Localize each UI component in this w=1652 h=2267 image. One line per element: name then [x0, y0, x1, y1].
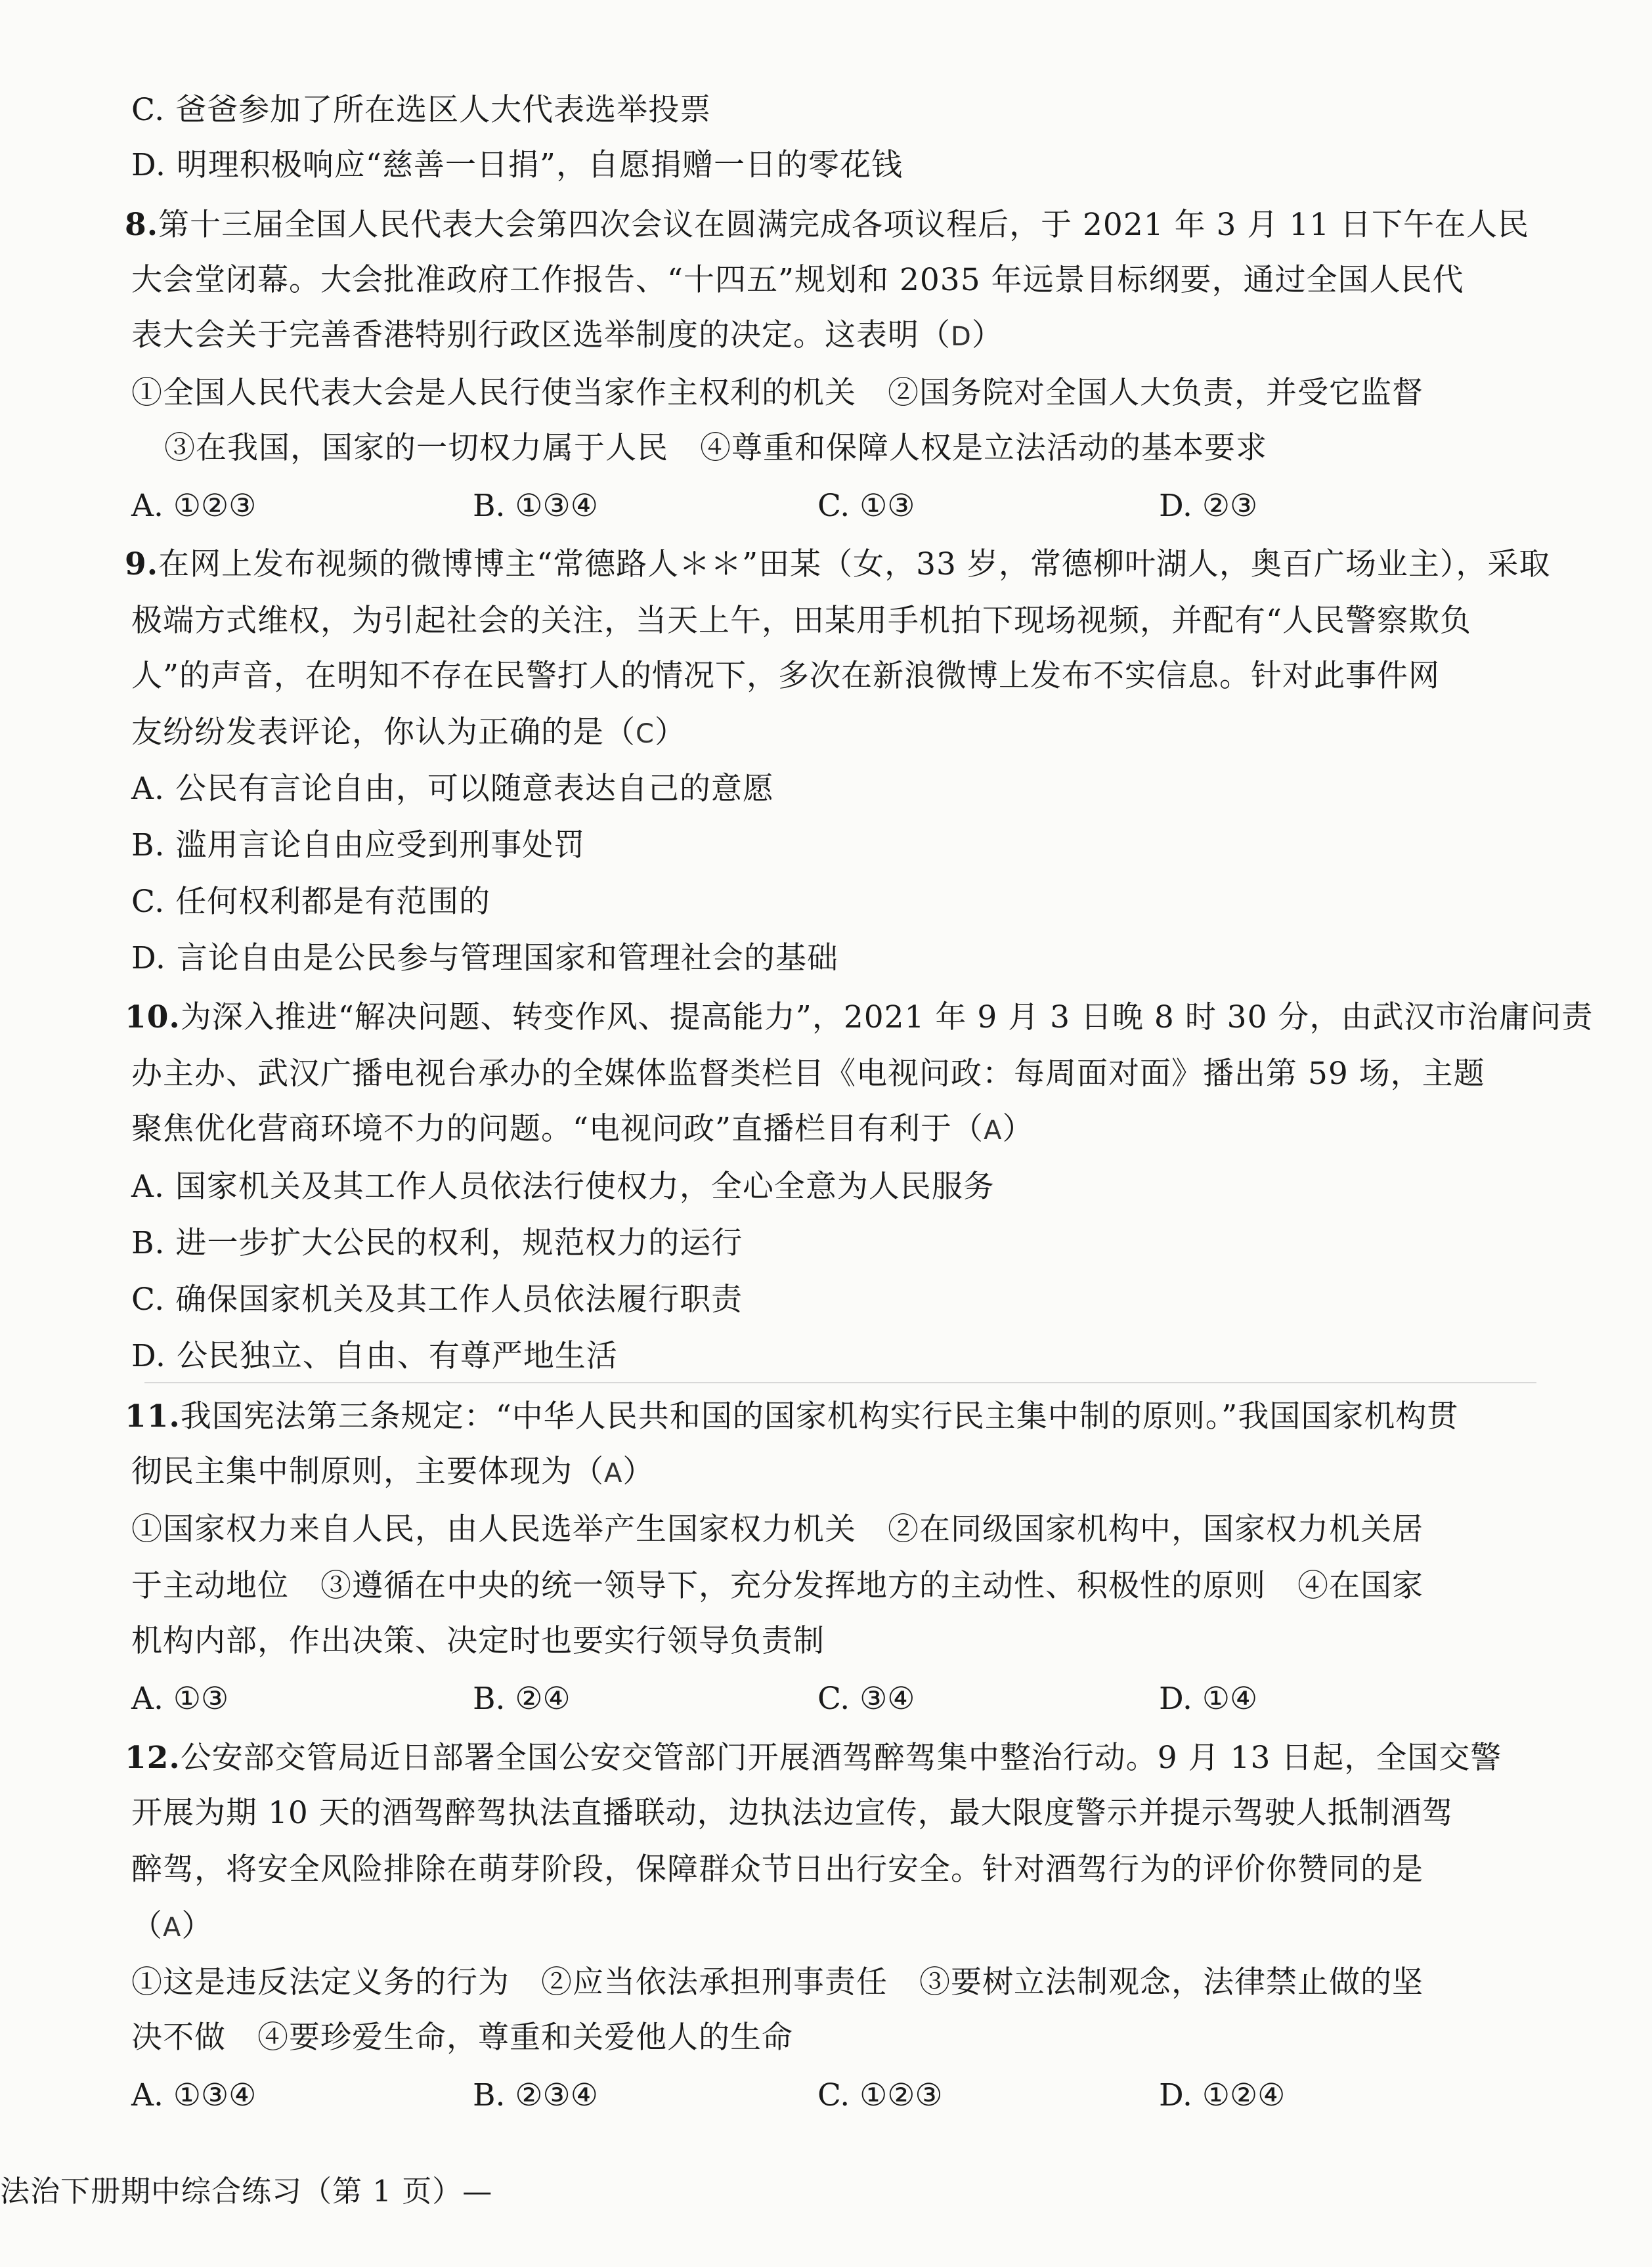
question-number: 12. — [125, 1740, 181, 1776]
q11-stem-line-1 — [125, 1397, 1458, 1436]
q8-option-d: D. ②③ — [1159, 488, 1258, 524]
question-number: 11. — [125, 1398, 181, 1435]
bracket-close: ） — [622, 1454, 655, 1490]
q11-statement-line-2: 于主动地位 ③遵循在中央的统一领导下，充分发挥地方的主动性、积极性的原则 ④在国家 — [131, 1568, 1424, 1604]
answer-mark: A — [163, 1912, 182, 1943]
bracket-open: （ — [131, 1908, 163, 1944]
q7-option-c: C. 爸爸参加了所在选区人大代表选举投票 — [131, 92, 712, 128]
q8-stem-line-2: 大会堂闭幕。大会批准政府工作报告、“十四五”规划和 2035 年远景目标纲要，通过全国人民代 — [131, 262, 1464, 298]
q11-option-c: C. ③④ — [817, 1681, 915, 1717]
q11-stem-line-2 — [131, 1452, 654, 1493]
answer-mark: A — [984, 1115, 1003, 1146]
q8-text: 第十三届全国人民代表大会第四次会议在圆满完成各项议程后，于 2021 年 3 月 11 日下午在人民 — [158, 207, 1530, 243]
q12-stem-line-1 — [125, 1738, 1502, 1778]
q9-text: 在网上发布视频的微博博主“常德路人＊＊”田某（女，33 岁，常德柳叶湖人，奥百广场业主），采取 — [158, 546, 1551, 582]
q9-text: 友纷纷发表评论，你认为正确的是（ — [131, 714, 636, 750]
q10-stem-line-2: 办主办、武汉广播电视台承办的全媒体监督类栏目《电视问政：每周面对面》播出第 59 场，主题 — [131, 1056, 1485, 1092]
q11-text: 彻民主集中制原则，主要体现为（ — [131, 1454, 604, 1490]
q8-stem-line-1 — [125, 205, 1529, 245]
q10-option-d: D. 公民独立、自由、有尊严地生活 — [131, 1338, 618, 1374]
q10-stem-line-1 — [125, 998, 1593, 1037]
q12-stem-line-4 — [131, 1907, 213, 1947]
q9-option-c: C. 任何权利都是有范围的 — [131, 884, 491, 920]
q10-stem-line-3 — [131, 1110, 1033, 1150]
q9-stem-line-4 — [131, 713, 686, 754]
q9-option-b: B. 滥用言论自由应受到刑事处罚 — [131, 827, 586, 863]
q11-text: 我国宪法第三条规定：“中华人民共和国的国家机构实行民主集中制的原则。”我国国家机构贯 — [180, 1398, 1459, 1435]
answer-mark: D — [951, 322, 972, 352]
q12-statement-line-2: 决不做 ④要珍爱生命，尊重和关爱他人的生命 — [131, 2019, 793, 2056]
q12-option-c: C. ①②③ — [817, 2077, 943, 2113]
q10-option-b: B. 进一步扩大公民的权利，规范权力的运行 — [131, 1225, 743, 1261]
q12-stem-line-2: 开展为期 10 天的酒驾醉驾执法直播联动，边执法边宣传，最大限度警示并提示驾驶人抵制酒驾 — [131, 1795, 1454, 1831]
question-number: 10. — [125, 999, 181, 1035]
question-number: 9. — [125, 546, 159, 582]
q9-option-d: D. 言论自由是公民参与管理国家和管理社会的基础 — [131, 940, 838, 976]
q10-option-a: A. 国家机关及其工作人员依法行使权力，全心全意为人民服务 — [131, 1169, 995, 1205]
answer-mark: A — [604, 1458, 623, 1488]
q11-statement-line-1: ①国家权力来自人民，由人民选举产生国家权力机关 ②在同级国家机构中，国家权力机关居 — [131, 1511, 1424, 1547]
q8-option-a: A. ①②③ — [131, 488, 257, 524]
q9-option-a: A. 公民有言论自由，可以随意表达自己的意愿 — [131, 771, 774, 807]
q8-text: 表大会关于完善香港特别行政区选举制度的决定。这表明（ — [131, 317, 951, 353]
q8-statement-line-1: ①全国人民代表大会是人民行使当家作主权利的机关 ②国务院对全国人大负责，并受它监督 — [131, 375, 1424, 411]
q11-statement-line-3: 机构内部，作出决策、决定时也要实行领导负责制 — [131, 1623, 825, 1659]
q9-stem-line-1 — [125, 545, 1550, 584]
q8-option-c: C. ①③ — [817, 488, 915, 524]
q7-option-d: D. 明理积极响应“慈善一日捐”，自愿捐赠一日的零花钱 — [131, 147, 903, 183]
q8-option-b: B. ①③④ — [473, 488, 598, 524]
q9-stem-line-2: 极端方式维权，为引起社会的关注，当天上午，田某用手机拍下现场视频，并配有“人民警察欺负 — [131, 603, 1472, 639]
page-footer: 法治下册期中综合练习（第 1 页）— — [0, 2174, 493, 2209]
question-number: 8. — [125, 207, 159, 243]
bracket-close: ） — [181, 1908, 213, 1944]
q8-statement-line-2: ③在我国，国家的一切权力属于人民 ④尊重和保障人权是立法活动的基本要求 — [164, 430, 1267, 466]
q12-option-a: A. ①③④ — [131, 2077, 257, 2113]
q12-text: 公安部交管局近日部署全国公安交管部门开展酒驾醉驾集中整治行动。9 月 13 日起，全国交警 — [180, 1740, 1502, 1776]
bracket-close: ） — [654, 714, 686, 750]
q11-option-b: B. ②④ — [473, 1681, 571, 1717]
q10-text: 聚焦优化营商环境不力的问题。“电视问政”直播栏目有利于（ — [131, 1111, 984, 1147]
q12-stem-line-3: 醉驾，将安全风险排除在萌芽阶段，保障群众节日出行安全。针对酒驾行为的评价你赞同的是 — [131, 1851, 1424, 1888]
q9-stem-line-3: 人”的声音，在明知不存在民警打人的情况下，多次在新浪微博上发布不实信息。针对此事件网 — [131, 658, 1441, 694]
q11-option-a: A. ①③ — [131, 1681, 229, 1717]
bracket-close: ） — [971, 317, 1003, 353]
q12-option-b: B. ②③④ — [473, 2077, 598, 2113]
q10-option-c: C. 确保国家机关及其工作人员依法履行职责 — [131, 1282, 743, 1318]
q8-stem-line-3 — [131, 316, 1003, 356]
answer-mark: C — [636, 719, 655, 749]
q10-text: 为深入推进“解决问题、转变作风、提高能力”，2021 年 9 月 3 日晚 8 时 30 分，由武汉市治庸问责 — [180, 999, 1594, 1035]
bracket-close: ） — [1002, 1111, 1034, 1147]
q12-option-d: D. ①②④ — [1159, 2077, 1286, 2113]
q11-option-d: D. ①④ — [1159, 1681, 1258, 1717]
q12-statement-line-1: ①这是违反法定义务的行为 ②应当依法承担刑事责任 ③要树立法制观念，法律禁止做的坚 — [131, 1964, 1424, 2000]
page-divider — [144, 1382, 1536, 1383]
